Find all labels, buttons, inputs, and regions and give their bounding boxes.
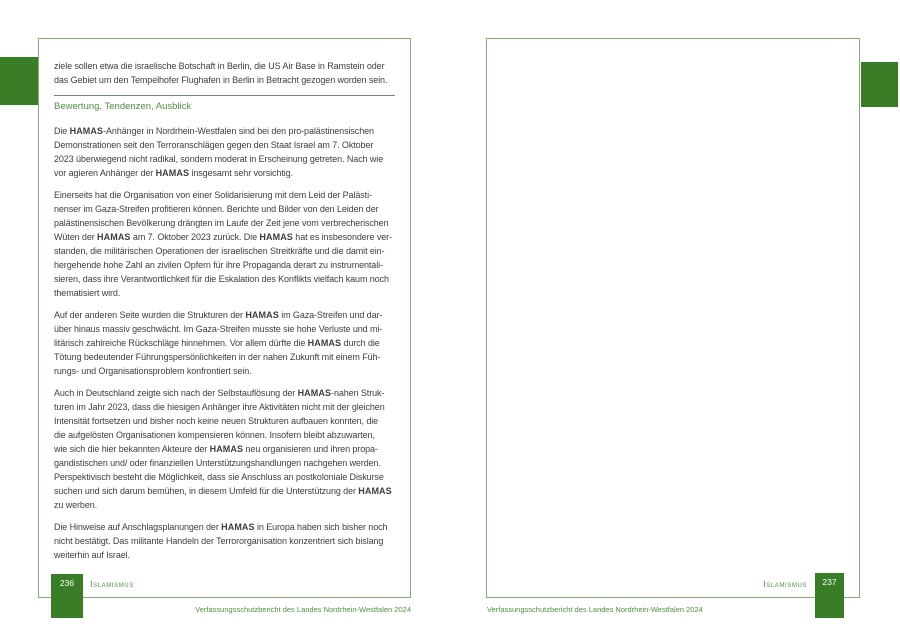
section-label-left: Islamismus xyxy=(90,579,134,589)
page-left xyxy=(38,38,411,598)
page-number: 236 xyxy=(59,578,75,588)
text-line: standen, die militärischen Operationen der israelischen Streitkräfte und die damit ein- xyxy=(54,246,385,256)
text-line: Auf der anderen Seite wurden die Strukturen der HAMAS im Gaza-Streifen und dar- xyxy=(54,310,383,320)
text-line: suchen und sich darum bemühen, in diesem Umfeld für die Unterstützung der HAMAS xyxy=(54,486,392,496)
text-line: rungs- und Organisationsproblem konfrontiert sein. xyxy=(54,366,252,376)
chapter-tab-right xyxy=(861,62,898,107)
text-line: Tötung bedeutender Führungspersönlichkeiten in der nahen Zukunft mit einem Füh- xyxy=(54,352,381,362)
paragraph xyxy=(54,520,395,562)
page-number-badge-right xyxy=(815,573,844,618)
text-line: Einerseits hat die Organisation von einer Solidarisierung mit dem Leid der Palästi- xyxy=(54,190,372,200)
subheading-block xyxy=(54,95,395,114)
chapter-tab-left xyxy=(0,57,38,105)
paragraph-intro xyxy=(54,59,395,87)
paragraph xyxy=(54,386,395,512)
subheading-rule xyxy=(54,95,395,96)
text-line: über hinaus massiv geschwächt. Im Gaza-Streifen musste sie hohe Verluste und mi- xyxy=(54,324,383,334)
text-line: wie sich die hier bekannten Akteure der HAMAS neu organisieren und ihren propa- xyxy=(54,444,378,454)
text-line: thematisiert wird. xyxy=(54,288,121,298)
text-line: nicht bestätigt. Das militante Handeln der Terrororganisation konzentriert sich bislang xyxy=(54,536,384,546)
text-line: nenser im Gaza-Streifen profitieren können. Berichte und Bilder von den Leiden der xyxy=(54,204,379,214)
page-number-badge-left xyxy=(51,574,83,618)
paragraph xyxy=(54,188,395,300)
report-footer-right: Verfassungsschutzbericht des Landes Nordrhein-Westfalen 2024 xyxy=(487,605,703,614)
text-line: weiterhin auf Israel. xyxy=(54,550,130,560)
text-line: zu werben. xyxy=(54,500,98,510)
text-line: Demonstrationen seit den Terroranschlägen gegen den Staat Israel am 7. Oktober xyxy=(54,140,374,150)
text-line: vor agieren Anhänger der HAMAS insgesamt sehr vorsichtig. xyxy=(54,168,293,178)
page-right xyxy=(486,38,860,598)
text-line: litärisch zahlreiche Rückschläge hinnehmen. Vor allem dürfte die HAMAS durch die xyxy=(54,338,380,348)
text-line: Intensität fortsetzen und bisher noch keine neuen Strukturen aufbauen konnten, die xyxy=(54,416,379,426)
text-line: turen im Jahr 2023, dass die hiesigen Anhänger ihre Aktivitäten nicht mit der gleichen xyxy=(54,402,385,412)
text-line: Wüten der HAMAS am 7. Oktober 2023 zurück. Die HAMAS hat es insbesondere ver- xyxy=(54,232,392,242)
text-line: das Gebiet um den Tempelhofer Flughafen in Berlin in Betracht gezogen worden sein. xyxy=(54,75,388,85)
text-line: 2023 überwiegend nicht radikal, sondern moderat in Erscheinung getreten. Nach wie xyxy=(54,154,384,164)
paragraph xyxy=(54,124,395,180)
report-footer-left: Verfassungsschutzbericht des Landes Nordrhein-Westfalen 2024 xyxy=(195,605,411,614)
text-line: Die HAMAS-Anhänger in Nordrhein-Westfalen sind bei den pro-palästinensischen xyxy=(54,126,374,136)
subheading: Bewertung, Tendenzen, Ausblick xyxy=(54,101,192,112)
text-line: palästinensischen Bevölkerung drängten im Laufe der Zeit jene vom verbrecherischen xyxy=(54,218,389,228)
page-number: 237 xyxy=(822,577,837,587)
text-line: Die Hinweise auf Anschlagsplanungen der HAMAS in Europa haben sich bisher noch xyxy=(54,522,388,532)
paragraph xyxy=(54,308,395,378)
text-line: gandistischen und/ oder finanziellen Unterstützungshandlungen nachgehen werden. xyxy=(54,458,381,468)
text-line: hergehende hohe Zahl an zivilen Opfern für ihre Propaganda derart zu instrumentali- xyxy=(54,260,383,270)
section-label-right: Islamismus xyxy=(763,579,807,589)
page-left-content xyxy=(39,39,410,597)
text-line: ziele sollen etwa die israelische Botschaft in Berlin, die US Air Base in Ramstein oder xyxy=(54,61,385,71)
body-paragraphs xyxy=(54,124,395,562)
text-line: Auch in Deutschland zeigte sich nach der Selbstauflösung der HAMAS-nahen Struk- xyxy=(54,388,385,398)
text-line: die aufgelösten Organisationen kompensieren können. Insofern bleibt abzuwarten, xyxy=(54,430,375,440)
text-line: sieren, dass ihre Verantwortlichkeit für die Eskalation des Konflikts vielfach kaum noch xyxy=(54,274,389,284)
text-line: Perspektivisch besteht die Möglichkeit, dass sie Anschluss an postkoloniale Diskurse xyxy=(54,472,384,482)
